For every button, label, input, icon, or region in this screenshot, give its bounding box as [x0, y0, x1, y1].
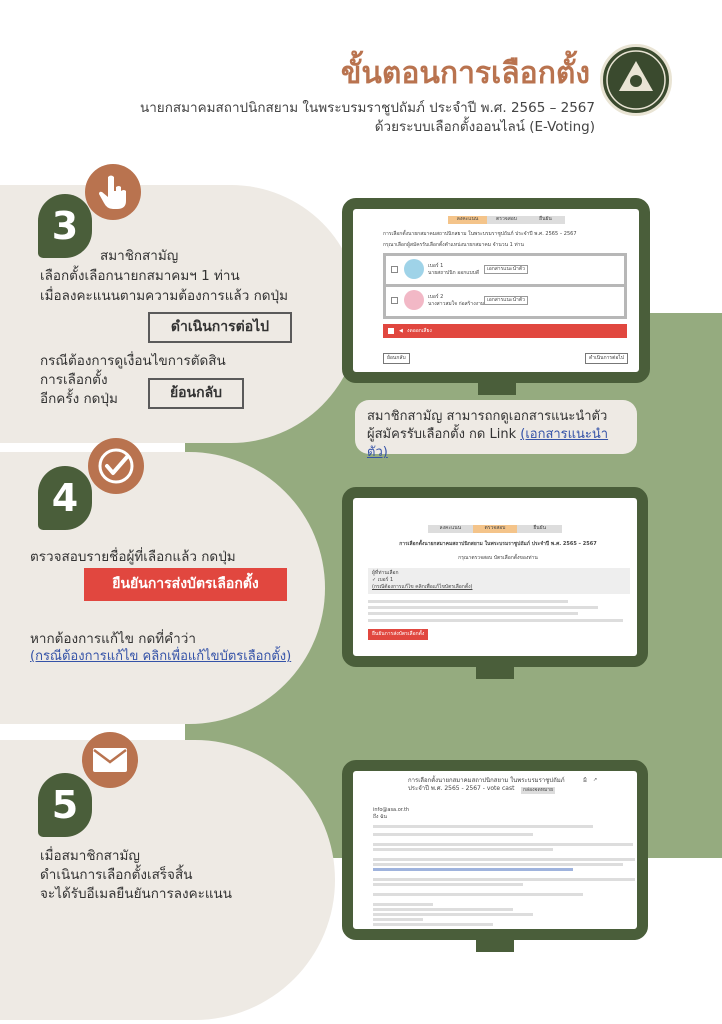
screen1-tab-vote[interactable]: ลงคะแนน: [448, 216, 487, 224]
text-line: [373, 908, 513, 911]
candidate-number: เบอร์ 2: [428, 294, 444, 300]
step3-alt-line1: กรณีต้องการดูเงื่อนไขการตัดสิน: [40, 353, 226, 369]
avatar: [404, 259, 424, 279]
abstain-label: งดออกเสียง: [407, 328, 432, 334]
page-title: ขั้นตอนการเลือกตั้ง: [340, 56, 590, 91]
abstain-checkbox[interactable]: [388, 328, 394, 334]
screen2-tab-vote[interactable]: ลงคะแนน: [428, 525, 473, 533]
monitor-stand: [476, 665, 514, 679]
text-line: [373, 883, 523, 886]
text-line: [368, 612, 578, 615]
selected-summary: [368, 568, 630, 594]
text-line: [373, 843, 633, 846]
step5-line2: ดำเนินการเลือกตั้งเสร็จสิ้น: [40, 867, 193, 883]
monitor-email-screen: [342, 760, 648, 940]
candidate-doc-link[interactable]: (เอกสารแนะนำตัว): [367, 427, 609, 460]
text-line: [373, 878, 635, 881]
print-icon[interactable]: ⎙: [583, 777, 588, 783]
candidate-name: นายสถาปนิก ออกแบบดี: [428, 270, 480, 276]
screen1-instruction: กรุณาเลือกผู้สมัครรับเลือกตั้งตำแหน่งนายกสมาคม จำนวน 1 ท่าน: [383, 242, 524, 248]
abstain-bar[interactable]: [383, 324, 627, 338]
edit-ballot-link[interactable]: (กรณีต้องการแก้ไข คลิกเพื่อแก้ไขบัตรเลือกตั้ง): [30, 649, 292, 664]
candidate-checkbox[interactable]: [391, 297, 398, 304]
email-recipient: ถึง ฉัน: [373, 814, 387, 820]
screen2-subheading: กรุณาตรวจสอบ บัตรเลือกตั้งของท่าน: [458, 555, 538, 561]
callout-line2-text: ผู้สมัครรับเลือกตั้ง กด Link: [367, 427, 521, 442]
text-line: [368, 606, 598, 609]
screen2-tab-confirm[interactable]: ยืนยัน: [517, 525, 562, 533]
text-line: [373, 918, 423, 921]
check-circle-icon: [88, 438, 144, 494]
selected-label: ผู้ที่ท่านเลือก: [372, 570, 399, 576]
screen1-tab-confirm[interactable]: ยืนยัน: [526, 216, 565, 224]
screen1-tabs: [448, 216, 565, 224]
monitor-voting-screen: [342, 198, 650, 383]
screen2-edit-link[interactable]: (กรณีต้องการแก้ไข คลิกเพื่อแก้ไขบัตรเลือกตั้ง): [372, 584, 473, 590]
candidate-doc-link[interactable]: เอกสารแนะนำตัว: [484, 296, 528, 305]
text-line: [373, 863, 623, 866]
text-line: [373, 913, 533, 916]
candidate-list: [383, 253, 627, 319]
screen2-confirm-button[interactable]: ยืนยันการส่งบัตรเลือกตั้ง: [368, 629, 428, 640]
step3-alt-line3: อีกครั้ง กดปุ่ม: [40, 391, 118, 407]
text-line: [368, 619, 623, 622]
link-line[interactable]: [373, 868, 573, 871]
text-line: [373, 825, 593, 828]
next-button-sample: ดำเนินการต่อไป: [148, 312, 292, 343]
candidate-row[interactable]: [386, 256, 624, 284]
abstain-arrow-icon: ◀: [399, 328, 403, 334]
screen1-tab-check[interactable]: ตรวจสอบ: [487, 216, 526, 224]
candidate-doc-link[interactable]: เอกสารแนะนำตัว: [484, 265, 528, 274]
step5-number-badge: 5: [38, 773, 92, 837]
page-subtitle-line1: นายกสมาคมสถาปนิกสยาม ในพระบรมราชูปถัมภ์ ประจำปี พ.ศ. 2565 – 2567: [139, 100, 595, 116]
monitor-review-screen: [342, 487, 648, 667]
candidate-doc-callout: [355, 400, 637, 460]
email-subject: การเลือกตั้งนายกสมาคมสถาปนิกสยาม ในพระบรมราชูปถัมภ์ ประจำปี พ.ศ. 2565 - 2567 - vote cast: [408, 777, 565, 792]
screen1-heading: การเลือกตั้งนายกสมาคมสถาปนิกสยาม ในพระบรมราชูปถัมภ์ ประจำปี พ.ศ. 2565 – 2567: [383, 231, 577, 237]
monitor-stand: [476, 938, 514, 952]
association-logo: [600, 44, 672, 116]
screen1-next-button[interactable]: ดำเนินการต่อไป: [585, 353, 628, 364]
selected-value: ✓ เบอร์ 1: [372, 577, 394, 583]
back-button-sample: ย้อนกลับ: [148, 378, 244, 409]
step4-line1: ตรวจสอบรายชื่อผู้ที่เลือกแล้ว กดปุ่ม: [30, 549, 236, 565]
avatar: [404, 290, 424, 310]
hand-pointer-icon: [85, 164, 141, 220]
screen2-heading: การเลือกตั้งนายกสมาคมสถาปนิกสยาม ในพระบรมราชูปถัมภ์ ประจำปี พ.ศ. 2565 – 2567: [399, 541, 597, 547]
step5-line3: จะได้รับอีเมลยืนยันการลงคะแนน: [40, 886, 233, 902]
candidate-number: เบอร์ 1: [428, 263, 444, 269]
step4-number-badge: 4: [38, 466, 92, 530]
text-line: [373, 858, 635, 861]
step4-edit-line: หากต้องการแก้ไข กดที่คำว่า: [30, 631, 196, 647]
confirm-button-sample: ยืนยันการส่งบัตรเลือกตั้ง: [84, 568, 287, 601]
email-sender: info@asa.or.th: [373, 807, 410, 813]
candidate-checkbox[interactable]: [391, 266, 398, 273]
step3-number-badge: 3: [38, 194, 92, 258]
screen2-tab-check[interactable]: ตรวจสอบ: [473, 525, 518, 533]
text-line: [373, 848, 553, 851]
callout-line2: [367, 426, 625, 462]
step3-line3: เมื่อลงคะแนนตามความต้องการแล้ว กดปุ่ม: [40, 288, 288, 304]
text-line: [373, 893, 583, 896]
page-subtitle-line2: ด้วยระบบเลือกตั้งออนไลน์ (E-Voting): [374, 119, 595, 135]
step3-line1: สมาชิกสามัญ: [100, 248, 179, 264]
inbox-tag: กล่องจดหมาย: [523, 787, 554, 793]
text-line: [373, 903, 433, 906]
step3-line2: เลือกตั้งเลือกนายกสมาคมฯ 1 ท่าน: [40, 268, 240, 284]
monitor-stand: [478, 381, 516, 395]
candidate-row[interactable]: [386, 287, 624, 316]
envelope-icon: [82, 732, 138, 788]
candidate-name: นางสาวสมใจ ก่อสร้างงาม: [428, 301, 485, 307]
screen1-back-button[interactable]: ย้อนกลับ: [383, 353, 410, 364]
text-line: [368, 600, 568, 603]
step3-alt-line2: การเลือกตั้ง: [40, 372, 108, 388]
screen2-tabs: [428, 525, 562, 533]
callout-line1: สมาชิกสามัญ สามารถกดูเอกสารแนะนำตัว: [367, 409, 608, 424]
text-line: [373, 833, 533, 836]
text-line: [373, 923, 493, 926]
open-external-icon[interactable]: ↗: [593, 777, 598, 783]
step5-line1: เมื่อสมาชิกสามัญ: [40, 848, 140, 864]
